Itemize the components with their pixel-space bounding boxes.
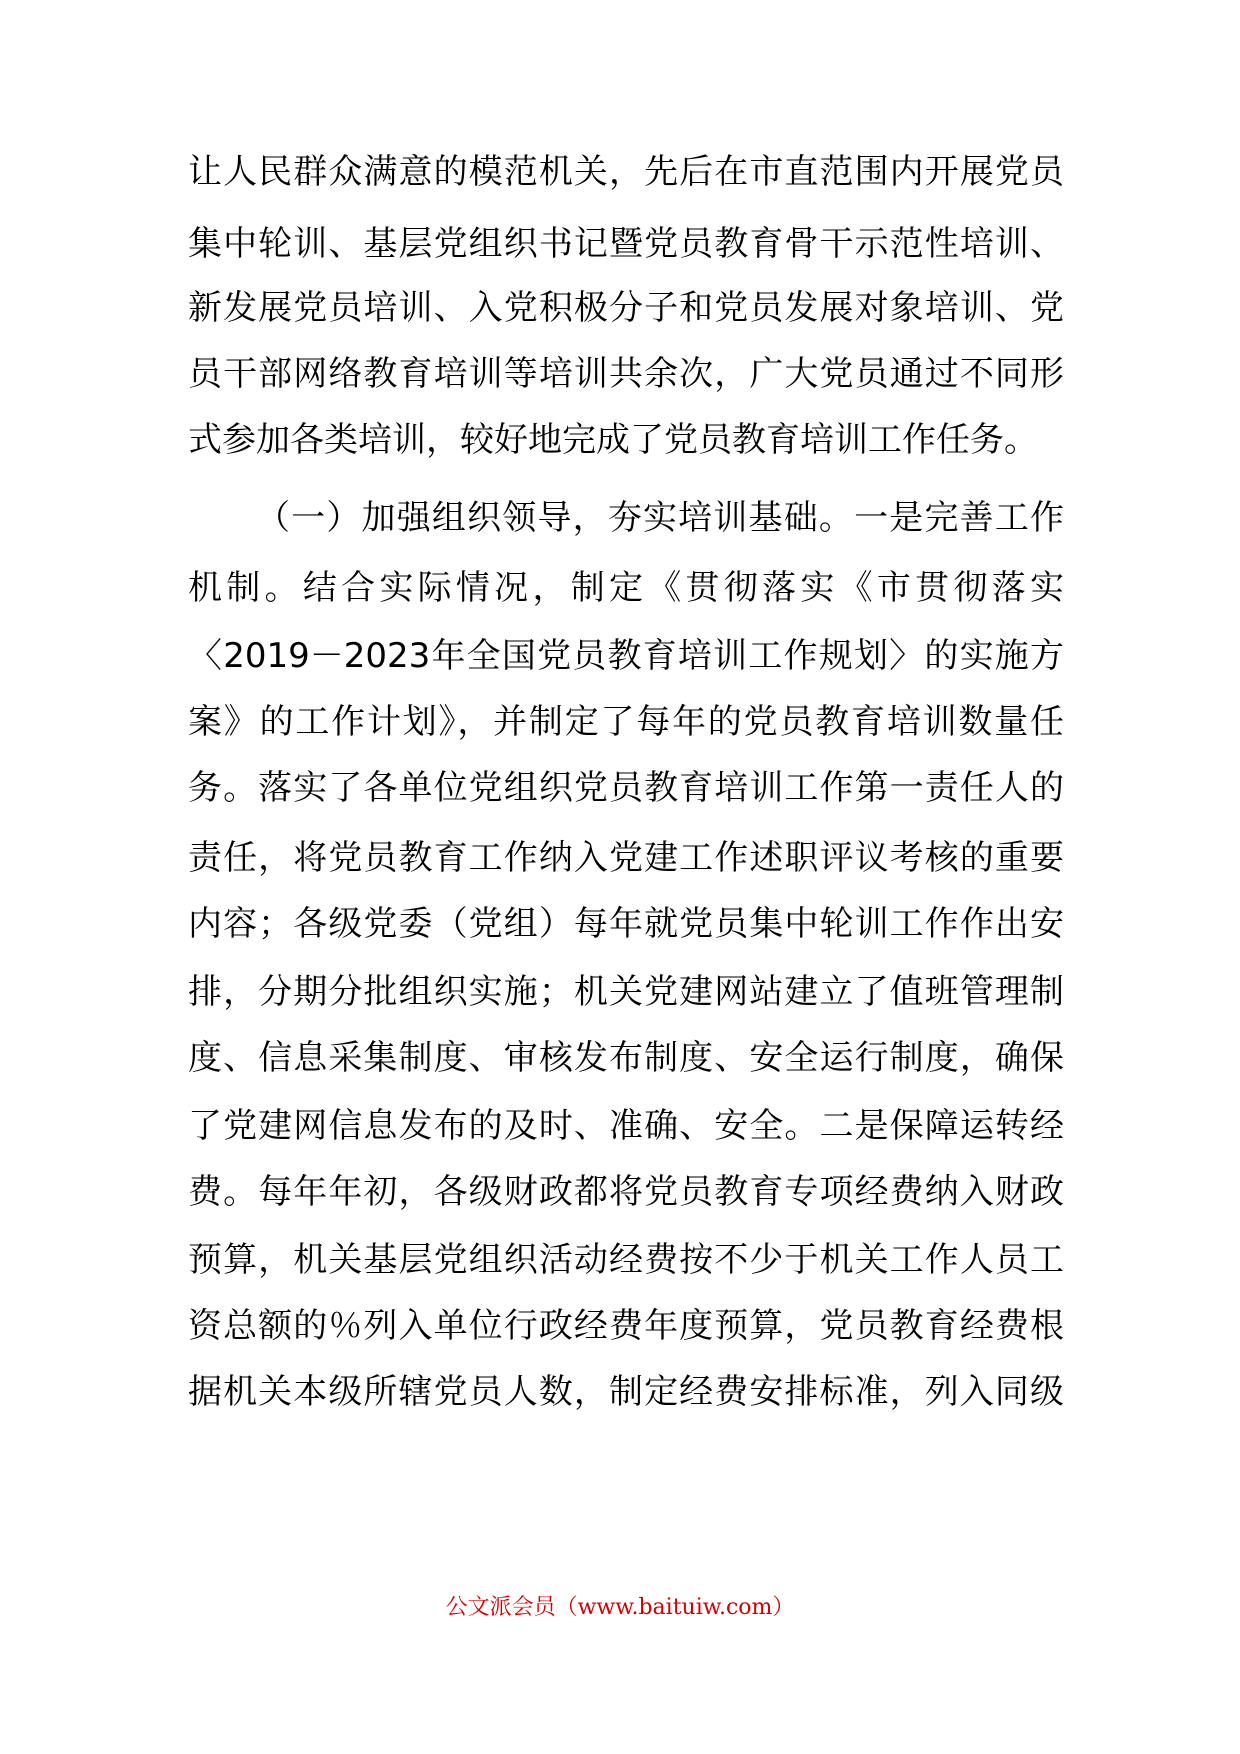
text-line: 了党建网信息发布的及时、准确、安全。二是保障运转经 (188, 1106, 1064, 1146)
text-line: 集中轮训、基层党组织书记暨党员教育骨干示范性培训、 (188, 224, 1064, 264)
paragraph-first-line: （一）加强组织领导，夯实培训基础。一是完善工作 (256, 498, 1064, 538)
text-line: 〈2019－2023年全国党员教育培训工作规划〉的实施方 (188, 636, 1064, 676)
text-line: 新发展党员培训、入党积极分子和党员发展对象培训、党 (188, 288, 1064, 328)
text-line: 让人民群众满意的模范机关，先后在市直范围内开展党员 (188, 152, 1064, 192)
text-line: 预算，机关基层党组织活动经费按不少于机关工作人员工 (188, 1240, 1064, 1280)
text-line: 机制。结合实际情况，制定《贯彻落实《市贯彻落实 (188, 568, 1064, 608)
text-line: 度、信息采集制度、审核发布制度、安全运行制度，确保 (188, 1038, 1064, 1078)
text-line: 内容；各级党委（党组）每年就党员集中轮训工作作出安 (188, 904, 1064, 944)
text-line: 费。每年年初，各级财政都将党员教育专项经费纳入财政 (188, 1172, 1064, 1212)
text-line: 案》的工作计划》，并制定了每年的党员教育培训数量任 (188, 702, 1064, 742)
text-line: 责任，将党员教育工作纳入党建工作述职评议考核的重要 (188, 838, 1064, 878)
text-line: 排，分期分批组织实施；机关党建网站建立了值班管理制 (188, 972, 1064, 1012)
text-line: 务。落实了各单位党组织党员教育培训工作第一责任人的 (188, 768, 1064, 808)
text-line: 据机关本级所辖党员人数，制定经费安排标准，列入同级 (188, 1372, 1064, 1412)
text-line: 资总额的％列入单位行政经费年度预算，党员教育经费根 (188, 1306, 1064, 1346)
text-line: 式参加各类培训，较好地完成了党员教育培训工作任务。 (188, 420, 1038, 460)
watermark-footer: 公文派会员（www.baituiw.com） (445, 1595, 795, 1620)
text-line: 员干部网络教育培训等培训共余次，广大党员通过不同形 (188, 354, 1064, 394)
